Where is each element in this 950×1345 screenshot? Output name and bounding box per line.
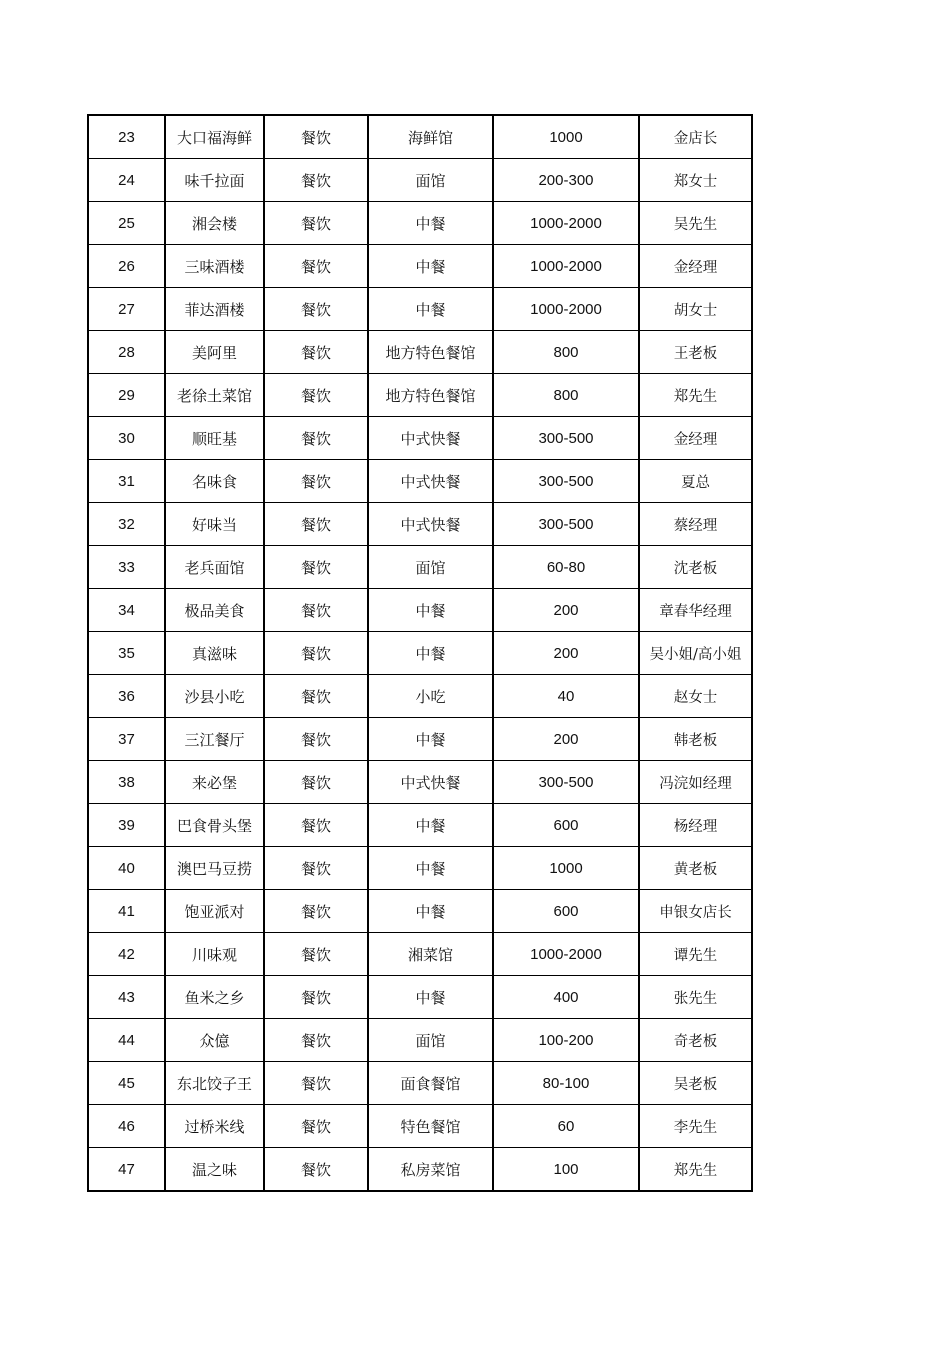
table-row	[88, 718, 752, 761]
business-name-cell: 湘会楼	[165, 202, 264, 245]
row-number-cell: 27	[88, 288, 165, 331]
amount-cell: 300-500	[493, 460, 639, 503]
business-name-cell: 三味酒楼	[165, 245, 264, 288]
contact-cell: 杨经理	[639, 804, 752, 847]
row-number-cell: 42	[88, 933, 165, 976]
contact-cell: 章春华经理	[639, 589, 752, 632]
contact-cell: 韩老板	[639, 718, 752, 761]
business-name-cell: 大口福海鲜	[165, 115, 264, 159]
industry-cell: 餐饮	[264, 1105, 368, 1148]
category-cell: 特色餐馆	[368, 1105, 493, 1148]
industry-cell: 餐饮	[264, 675, 368, 718]
amount-cell: 1000-2000	[493, 245, 639, 288]
row-number-cell: 45	[88, 1062, 165, 1105]
table-body	[88, 115, 752, 1191]
business-name-cell: 众億	[165, 1019, 264, 1062]
contact-cell: 郑先生	[639, 1148, 752, 1192]
table-row	[88, 159, 752, 202]
row-number-cell: 38	[88, 761, 165, 804]
industry-cell: 餐饮	[264, 632, 368, 675]
industry-cell: 餐饮	[264, 546, 368, 589]
amount-cell: 100	[493, 1148, 639, 1192]
row-number-cell: 40	[88, 847, 165, 890]
table-row	[88, 417, 752, 460]
amount-cell: 100-200	[493, 1019, 639, 1062]
restaurant-table	[87, 114, 753, 1192]
table-row	[88, 847, 752, 890]
industry-cell: 餐饮	[264, 159, 368, 202]
table-row	[88, 761, 752, 804]
contact-cell: 夏总	[639, 460, 752, 503]
category-cell: 私房菜馆	[368, 1148, 493, 1192]
table-row	[88, 976, 752, 1019]
amount-cell: 200-300	[493, 159, 639, 202]
industry-cell: 餐饮	[264, 245, 368, 288]
row-number-cell: 41	[88, 890, 165, 933]
category-cell: 中式快餐	[368, 417, 493, 460]
business-name-cell: 美阿里	[165, 331, 264, 374]
amount-cell: 60-80	[493, 546, 639, 589]
category-cell: 中餐	[368, 245, 493, 288]
industry-cell: 餐饮	[264, 374, 368, 417]
row-number-cell: 28	[88, 331, 165, 374]
industry-cell: 餐饮	[264, 331, 368, 374]
table-row	[88, 245, 752, 288]
category-cell: 中餐	[368, 718, 493, 761]
table-row	[88, 1105, 752, 1148]
row-number-cell: 46	[88, 1105, 165, 1148]
contact-cell: 蔡经理	[639, 503, 752, 546]
contact-cell: 郑先生	[639, 374, 752, 417]
industry-cell: 餐饮	[264, 460, 368, 503]
industry-cell: 餐饮	[264, 589, 368, 632]
category-cell: 面馆	[368, 159, 493, 202]
amount-cell: 400	[493, 976, 639, 1019]
amount-cell: 1000	[493, 115, 639, 159]
business-name-cell: 东北饺子王	[165, 1062, 264, 1105]
business-name-cell: 菲达酒楼	[165, 288, 264, 331]
contact-cell: 谭先生	[639, 933, 752, 976]
industry-cell: 餐饮	[264, 115, 368, 159]
table-row	[88, 331, 752, 374]
table-row	[88, 675, 752, 718]
category-cell: 面馆	[368, 1019, 493, 1062]
amount-cell: 800	[493, 374, 639, 417]
business-name-cell: 名味食	[165, 460, 264, 503]
amount-cell: 600	[493, 804, 639, 847]
business-name-cell: 沙县小吃	[165, 675, 264, 718]
business-name-cell: 温之味	[165, 1148, 264, 1192]
industry-cell: 餐饮	[264, 1062, 368, 1105]
category-cell: 中餐	[368, 890, 493, 933]
amount-cell: 200	[493, 718, 639, 761]
amount-cell: 80-100	[493, 1062, 639, 1105]
table-row	[88, 460, 752, 503]
category-cell: 小吃	[368, 675, 493, 718]
business-name-cell: 巴食骨头堡	[165, 804, 264, 847]
table-row	[88, 202, 752, 245]
row-number-cell: 26	[88, 245, 165, 288]
business-name-cell: 味千拉面	[165, 159, 264, 202]
category-cell: 中餐	[368, 288, 493, 331]
contact-cell: 申银女店长	[639, 890, 752, 933]
row-number-cell: 23	[88, 115, 165, 159]
amount-cell: 800	[493, 331, 639, 374]
category-cell: 地方特色餐馆	[368, 331, 493, 374]
business-name-cell: 三江餐厅	[165, 718, 264, 761]
amount-cell: 40	[493, 675, 639, 718]
category-cell: 湘菜馆	[368, 933, 493, 976]
row-number-cell: 39	[88, 804, 165, 847]
category-cell: 中式快餐	[368, 460, 493, 503]
category-cell: 面食餐馆	[368, 1062, 493, 1105]
category-cell: 海鲜馆	[368, 115, 493, 159]
row-number-cell: 37	[88, 718, 165, 761]
table-row	[88, 503, 752, 546]
category-cell: 中餐	[368, 976, 493, 1019]
table-row	[88, 632, 752, 675]
row-number-cell: 29	[88, 374, 165, 417]
table-row	[88, 890, 752, 933]
contact-cell: 冯浣如经理	[639, 761, 752, 804]
industry-cell: 餐饮	[264, 1148, 368, 1192]
table-row	[88, 933, 752, 976]
contact-cell: 金经理	[639, 417, 752, 460]
row-number-cell: 44	[88, 1019, 165, 1062]
business-name-cell: 老兵面馆	[165, 546, 264, 589]
amount-cell: 1000-2000	[493, 933, 639, 976]
amount-cell: 60	[493, 1105, 639, 1148]
row-number-cell: 30	[88, 417, 165, 460]
business-name-cell: 来必堡	[165, 761, 264, 804]
table-row	[88, 546, 752, 589]
row-number-cell: 31	[88, 460, 165, 503]
contact-cell: 郑女士	[639, 159, 752, 202]
row-number-cell: 34	[88, 589, 165, 632]
row-number-cell: 33	[88, 546, 165, 589]
amount-cell: 600	[493, 890, 639, 933]
category-cell: 面馆	[368, 546, 493, 589]
row-number-cell: 47	[88, 1148, 165, 1192]
amount-cell: 200	[493, 589, 639, 632]
contact-cell: 张先生	[639, 976, 752, 1019]
amount-cell: 1000-2000	[493, 288, 639, 331]
business-name-cell: 澳巴马豆捞	[165, 847, 264, 890]
row-number-cell: 24	[88, 159, 165, 202]
contact-cell: 奇老板	[639, 1019, 752, 1062]
row-number-cell: 43	[88, 976, 165, 1019]
business-name-cell: 饱亚派对	[165, 890, 264, 933]
industry-cell: 餐饮	[264, 890, 368, 933]
table-row	[88, 1062, 752, 1105]
category-cell: 中餐	[368, 589, 493, 632]
industry-cell: 餐饮	[264, 503, 368, 546]
contact-cell: 胡女士	[639, 288, 752, 331]
industry-cell: 餐饮	[264, 933, 368, 976]
business-name-cell: 老徐土菜馆	[165, 374, 264, 417]
category-cell: 中餐	[368, 847, 493, 890]
row-number-cell: 36	[88, 675, 165, 718]
category-cell: 中餐	[368, 632, 493, 675]
category-cell: 中餐	[368, 202, 493, 245]
amount-cell: 300-500	[493, 503, 639, 546]
business-name-cell: 好味当	[165, 503, 264, 546]
business-name-cell: 真滋味	[165, 632, 264, 675]
contact-cell: 沈老板	[639, 546, 752, 589]
contact-cell: 黄老板	[639, 847, 752, 890]
contact-cell: 吴先生	[639, 202, 752, 245]
amount-cell: 1000-2000	[493, 202, 639, 245]
industry-cell: 餐饮	[264, 202, 368, 245]
industry-cell: 餐饮	[264, 288, 368, 331]
category-cell: 中餐	[368, 804, 493, 847]
row-number-cell: 32	[88, 503, 165, 546]
contact-cell: 吴小姐/高小姐	[639, 632, 752, 675]
table-row	[88, 589, 752, 632]
amount-cell: 1000	[493, 847, 639, 890]
contact-cell: 金店长	[639, 115, 752, 159]
amount-cell: 200	[493, 632, 639, 675]
table-row	[88, 288, 752, 331]
category-cell: 地方特色餐馆	[368, 374, 493, 417]
business-name-cell: 川味观	[165, 933, 264, 976]
contact-cell: 吴老板	[639, 1062, 752, 1105]
table-row	[88, 804, 752, 847]
business-name-cell: 过桥米线	[165, 1105, 264, 1148]
row-number-cell: 25	[88, 202, 165, 245]
business-name-cell: 鱼米之乡	[165, 976, 264, 1019]
industry-cell: 餐饮	[264, 847, 368, 890]
industry-cell: 餐饮	[264, 718, 368, 761]
contact-cell: 赵女士	[639, 675, 752, 718]
table-row	[88, 115, 752, 159]
contact-cell: 李先生	[639, 1105, 752, 1148]
industry-cell: 餐饮	[264, 976, 368, 1019]
table-row	[88, 1148, 752, 1192]
category-cell: 中式快餐	[368, 761, 493, 804]
contact-cell: 金经理	[639, 245, 752, 288]
business-name-cell: 极品美食	[165, 589, 264, 632]
table-row	[88, 374, 752, 417]
contact-cell: 王老板	[639, 331, 752, 374]
industry-cell: 餐饮	[264, 417, 368, 460]
industry-cell: 餐饮	[264, 761, 368, 804]
category-cell: 中式快餐	[368, 503, 493, 546]
table-row	[88, 1019, 752, 1062]
industry-cell: 餐饮	[264, 804, 368, 847]
amount-cell: 300-500	[493, 417, 639, 460]
amount-cell: 300-500	[493, 761, 639, 804]
business-name-cell: 顺旺基	[165, 417, 264, 460]
row-number-cell: 35	[88, 632, 165, 675]
industry-cell: 餐饮	[264, 1019, 368, 1062]
